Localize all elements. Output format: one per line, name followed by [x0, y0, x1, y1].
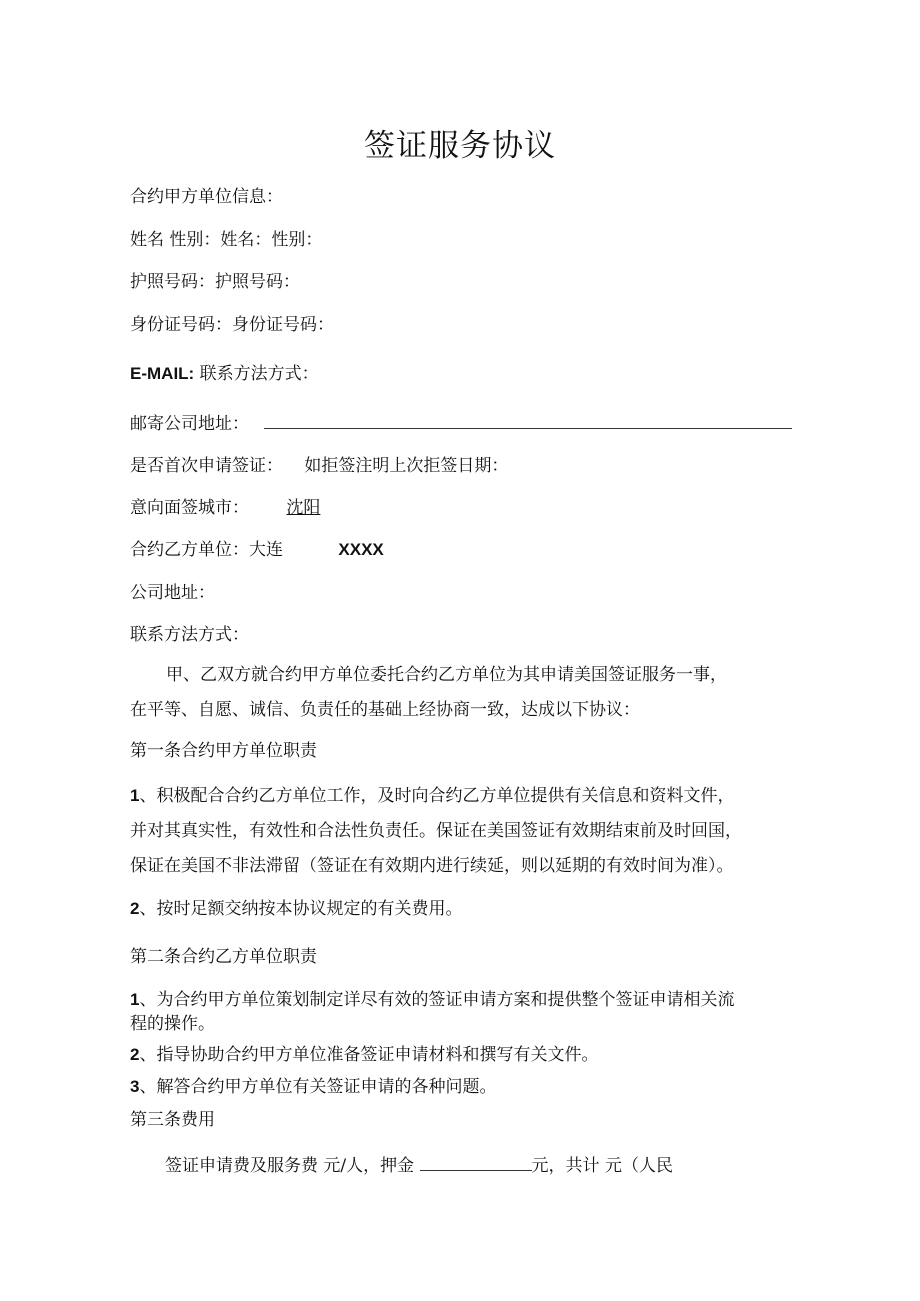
article-1-item-1-text: 、积极配合合约乙方单位工作，及时向合约乙方单位提供有关信息和资料文件， [139, 786, 735, 806]
company-address-line: 公司地址： [130, 583, 215, 603]
name-gender-line: 姓名 性别：姓名：性别： [130, 230, 323, 250]
passport-line: 护照号码：护照号码： [130, 272, 300, 292]
article-2-item-2 [130, 1044, 598, 1066]
interview-city-line [130, 497, 320, 519]
party-b-name: XXXX [338, 540, 384, 559]
article-2-item-1-text: 、为合约甲方单位策划制定详尽有效的签证申请方案和提供整个签证申请相关流 [139, 990, 735, 1010]
interview-city-label: 意向面签城市： [130, 498, 249, 518]
article-2-item-1-number: 1 [130, 990, 140, 1009]
mail-address-label: 邮寄公司地址： [130, 414, 249, 434]
article-2-item-1-line-1 [130, 989, 734, 1011]
intro-paragraph-line-2: 在平等、自愿、诚信、负责任的基础上经协商一致，达成以下协议： [130, 700, 640, 720]
article-1-item-2-text: 、按时足额交纳按本协议规定的有关费用。 [139, 899, 463, 919]
article-1-item-1-line-3: 保证在美国不非法滞留（签证在有效期内进行续延，则以延期的有效时间为准）。 [130, 856, 734, 876]
article-3-title: 第三条费用 [130, 1110, 215, 1130]
email-line [130, 363, 319, 385]
party-b-line [130, 539, 384, 561]
article-2-title: 第二条合约乙方单位职责 [130, 947, 317, 967]
article-2-item-3 [130, 1076, 496, 1098]
article-1-item-1-line-2: 并对其真实性，有效性和合法性负责任。保证在美国签证有效期结束前及时回国， [130, 821, 742, 841]
document-title: 签证服务协议 [364, 128, 556, 164]
contact-method-line: 联系方法方式： [130, 625, 249, 645]
article-1-item-2 [130, 898, 462, 920]
mail-address-blank [264, 412, 792, 429]
deposit-blank [420, 1154, 532, 1171]
article-2-item-1-line-2: 程的操作。 [130, 1014, 215, 1034]
article-2-item-3-text: 、解答合约甲方单位有关签证申请的各种问题。 [139, 1077, 497, 1097]
article-1-item-2-number: 2 [130, 899, 140, 918]
fee-line [165, 1154, 673, 1177]
id-number-line: 身份证号码：身份证号码： [130, 315, 334, 335]
article-1-item-1-number: 1 [130, 786, 140, 805]
party-b-label: 合约乙方单位：大连 [130, 540, 283, 560]
email-contact-label: 联系方法方式： [199, 364, 319, 384]
first-apply-label: 是否首次申请签证： [130, 456, 283, 476]
article-2-item-2-number: 2 [130, 1045, 140, 1064]
intro-paragraph-line-1: 甲、乙双方就合约甲方单位委托合约乙方单位为其申请美国签证服务一事， [166, 665, 727, 685]
article-2-item-2-text: 、指导协助合约甲方单位准备签证申请材料和撰写有关文件。 [139, 1045, 599, 1065]
first-apply-line [130, 455, 508, 477]
interview-city-value: 沈阳 [286, 498, 321, 518]
fee-text-part-2: 元，共计 元（人民 [531, 1156, 673, 1176]
article-2-item-3-number: 3 [130, 1077, 140, 1096]
mail-address-line [130, 412, 792, 435]
article-1-title: 第一条合约甲方单位职责 [130, 741, 317, 761]
refusal-note-label: 如拒签注明上次拒签日期： [304, 456, 509, 476]
email-label: E-MAIL: [130, 364, 195, 383]
party-a-header: 合约甲方单位信息： [130, 187, 283, 207]
article-1-item-1-line-1 [130, 785, 734, 807]
fee-text-part-1: 签证申请费及服务费 元/人，押金 [165, 1156, 420, 1176]
